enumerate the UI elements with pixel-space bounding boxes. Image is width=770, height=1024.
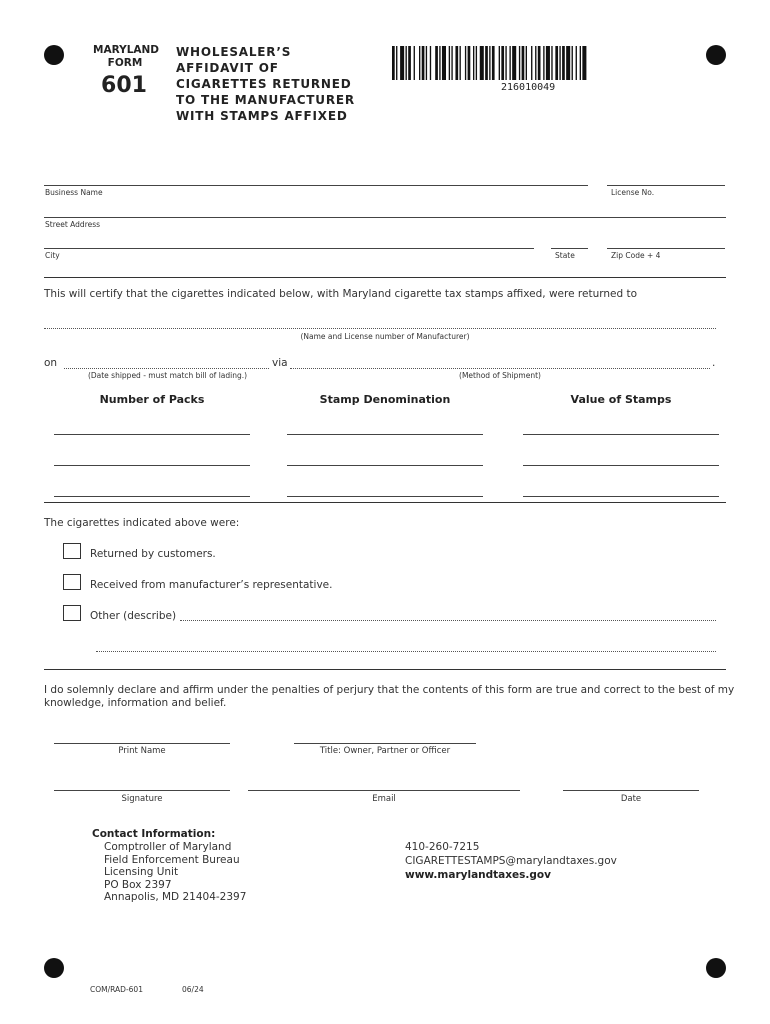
signature-label: Signature bbox=[121, 794, 163, 804]
form-code: COM/RAD-601 bbox=[90, 985, 143, 994]
other-label: Other (describe) bbox=[90, 610, 177, 622]
barcode bbox=[392, 46, 664, 80]
barcode-bar bbox=[559, 46, 560, 80]
barcode-bar bbox=[414, 46, 415, 80]
barcode-bar bbox=[566, 46, 570, 80]
barcode-bar bbox=[392, 46, 395, 80]
street-address-line[interactable] bbox=[44, 217, 726, 218]
barcode-bar bbox=[555, 46, 558, 80]
shipment-method-line[interactable] bbox=[290, 368, 710, 369]
barcode-bar bbox=[505, 46, 506, 80]
license-no-label: License No. bbox=[611, 188, 655, 197]
form-word: FORM bbox=[107, 57, 143, 69]
barcode-bar bbox=[531, 46, 532, 80]
barcode-bar bbox=[473, 46, 474, 80]
print-name-line[interactable] bbox=[54, 743, 230, 744]
title-label: Title: Owner, Partner or Officer bbox=[319, 746, 451, 756]
title-line[interactable] bbox=[294, 743, 476, 744]
business-name-line[interactable] bbox=[44, 185, 588, 186]
value-field[interactable] bbox=[523, 480, 719, 497]
barcode-bar bbox=[460, 46, 461, 80]
street-address-label: Street Address bbox=[45, 220, 101, 229]
received-from-rep-label: Received from manufacturer’s representative. bbox=[90, 579, 333, 591]
value-field[interactable] bbox=[523, 449, 719, 466]
barcode-bar bbox=[419, 46, 420, 80]
barcode-bar bbox=[519, 46, 520, 80]
barcode-bar bbox=[468, 46, 471, 80]
via-label: via bbox=[272, 357, 288, 369]
date-line[interactable] bbox=[563, 790, 699, 791]
other-describe-line[interactable] bbox=[180, 620, 716, 621]
barcode-bar bbox=[449, 46, 450, 80]
returned-by-customers-checkbox[interactable] bbox=[63, 543, 81, 559]
date-label: Date bbox=[620, 794, 642, 804]
form-title-line: WHOLESALER’S bbox=[176, 45, 292, 59]
barcode-bar bbox=[489, 46, 490, 80]
state-line[interactable] bbox=[551, 248, 588, 249]
barcode-bar bbox=[580, 46, 581, 80]
barcode-bar bbox=[400, 46, 404, 80]
email-label: Email bbox=[372, 794, 396, 804]
contact-address-line: PO Box 2397 bbox=[104, 878, 172, 891]
manufacturer-caption: (Name and License number of Manufacturer) bbox=[300, 332, 470, 341]
barcode-bar bbox=[546, 46, 550, 80]
section-divider bbox=[44, 502, 726, 503]
registration-mark-top-right bbox=[706, 45, 726, 65]
barcode-bar bbox=[499, 46, 500, 80]
packs-field[interactable] bbox=[54, 480, 250, 497]
state-label: MARYLAND bbox=[93, 44, 160, 56]
contact-address bbox=[104, 841, 246, 904]
form-title bbox=[176, 44, 355, 124]
barcode-bar bbox=[451, 46, 452, 80]
form-title-line: TO THE MANUFACTURER bbox=[176, 93, 355, 107]
barcode-bar bbox=[535, 46, 536, 80]
returned-by-customers-label: Returned by customers. bbox=[90, 548, 216, 560]
form-title-line: CIGARETTES RETURNED bbox=[176, 77, 352, 91]
form-number: 601 bbox=[101, 73, 147, 98]
declaration-line-2: knowledge, information and belief. bbox=[44, 697, 227, 709]
city-line[interactable] bbox=[44, 248, 534, 249]
period-mark: . bbox=[712, 357, 716, 369]
barcode-bar bbox=[408, 46, 411, 80]
contact-heading: Contact Information: bbox=[92, 828, 216, 840]
business-name-label: Business Name bbox=[45, 188, 103, 197]
declaration-line-1: I do solemnly declare and affirm under the penalties of perjury that the contents of this form are true and correct to the best of my bbox=[44, 684, 735, 696]
barcode-bar bbox=[538, 46, 541, 80]
contact-address-line: Licensing Unit bbox=[104, 866, 179, 878]
barcode-bar bbox=[572, 46, 573, 80]
barcode-bar bbox=[582, 46, 586, 80]
contact-address-line: Field Enforcement Bureau bbox=[104, 853, 240, 866]
barcode-bar bbox=[439, 46, 440, 80]
form-title-line: WITH STAMPS AFFIXED bbox=[176, 109, 348, 123]
contact-address-line: Annapolis, MD 21404-2397 bbox=[104, 891, 247, 903]
contact-phone: 410-260-7215 bbox=[405, 841, 480, 853]
received-from-rep-checkbox[interactable] bbox=[63, 574, 81, 590]
barcode-bar bbox=[501, 46, 504, 80]
barcode-bar bbox=[522, 46, 525, 80]
barcode-bar bbox=[562, 46, 565, 80]
zip-label: Zip Code + 4 bbox=[611, 251, 661, 260]
barcode-bar bbox=[476, 46, 477, 80]
value-field[interactable] bbox=[523, 418, 719, 435]
date-caption: (Date shipped - must match bill of lading.) bbox=[87, 371, 248, 380]
on-label: on bbox=[44, 357, 58, 369]
barcode-bar bbox=[455, 46, 458, 80]
certify-statement: This will certify that the cigarettes indicated below, with Maryland cigarette tax stamps affixed, were returned to bbox=[44, 288, 638, 300]
barcode-bar bbox=[509, 46, 510, 80]
reason-intro: The cigarettes indicated above were: bbox=[44, 517, 240, 529]
barcode-bar bbox=[512, 46, 516, 80]
barcode-number: 216010049 bbox=[501, 82, 556, 93]
header-number-of-packs: Number of Packs bbox=[99, 393, 205, 406]
denomination-field[interactable] bbox=[287, 449, 483, 466]
barcode-bar bbox=[442, 46, 446, 80]
packs-field[interactable] bbox=[54, 418, 250, 435]
form-title-line: AFFIDAVIT OF bbox=[176, 61, 279, 75]
contact-address-line: Comptroller of Maryland bbox=[104, 841, 232, 853]
contact-website[interactable]: www.marylandtaxes.gov bbox=[405, 869, 551, 881]
zip-line[interactable] bbox=[607, 248, 725, 249]
city-label: City bbox=[45, 251, 60, 260]
barcode-bar bbox=[485, 46, 488, 80]
denomination-field[interactable] bbox=[287, 480, 483, 497]
barcode-bar bbox=[526, 46, 527, 80]
barcode-bar bbox=[406, 46, 407, 80]
contact-email[interactable]: CIGARETTESTAMPS@marylandtaxes.gov bbox=[405, 855, 617, 867]
barcode-bar bbox=[492, 46, 495, 80]
packs-field[interactable] bbox=[54, 449, 250, 466]
method-caption: (Method of Shipment) bbox=[459, 371, 541, 380]
header-value-of-stamps: Value of Stamps bbox=[570, 393, 672, 406]
barcode-bar bbox=[426, 46, 427, 80]
other-describe-line-2[interactable] bbox=[96, 651, 716, 652]
email-line[interactable] bbox=[248, 790, 520, 791]
registration-mark-bottom-right bbox=[706, 958, 726, 978]
barcode-bar bbox=[465, 46, 466, 80]
form-revision: 06/24 bbox=[182, 985, 204, 994]
barcode-bar bbox=[435, 46, 438, 80]
barcode-bar bbox=[551, 46, 552, 80]
print-name-label: Print Name bbox=[118, 746, 166, 756]
barcode-bar bbox=[576, 46, 577, 80]
barcode-bar bbox=[422, 46, 425, 80]
barcode-bar bbox=[396, 46, 397, 80]
other-checkbox[interactable] bbox=[63, 605, 81, 621]
barcode-bar bbox=[480, 46, 484, 80]
header-stamp-denomination: Stamp Denomination bbox=[319, 393, 451, 406]
manufacturer-line[interactable] bbox=[44, 328, 716, 329]
registration-mark-bottom-left bbox=[44, 958, 64, 978]
barcode-bar bbox=[543, 46, 544, 80]
section-divider bbox=[44, 277, 726, 278]
state-label-field: State bbox=[555, 251, 575, 260]
license-no-line[interactable] bbox=[607, 185, 725, 186]
section-divider bbox=[44, 669, 726, 670]
denomination-field[interactable] bbox=[287, 418, 483, 435]
date-shipped-line[interactable] bbox=[64, 368, 269, 369]
registration-mark-top-left bbox=[44, 45, 64, 65]
signature-line[interactable] bbox=[54, 790, 230, 791]
barcode-bar bbox=[430, 46, 431, 80]
